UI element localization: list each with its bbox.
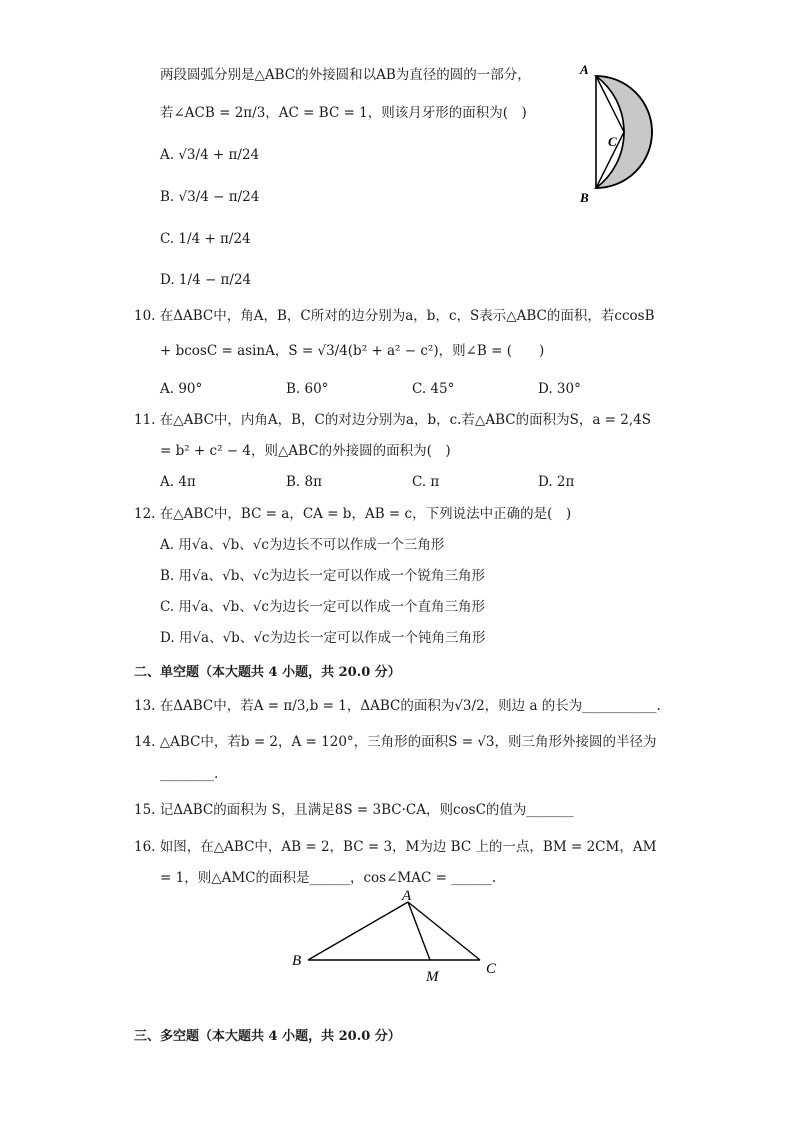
q16-label-a: A: [402, 890, 412, 904]
q9-option-c: C. 1/4 + π/24: [160, 231, 251, 247]
q9-option-a: A. √3/4 + π/24: [160, 147, 260, 163]
q12-line1: 12. 在△ABC中，BC = a，CA = b，AB = c，下列说法中正确的是( ): [134, 506, 572, 522]
q10-option-a: A. 90°: [160, 381, 203, 397]
q12-option-b: B. 用√a、√b、√c为边长一定可以作成一个锐角三角形: [160, 568, 486, 584]
q12-option-d: D. 用√a、√b、√c为边长一定可以作成一个钝角三角形: [160, 630, 486, 646]
q9-label-c: C: [608, 134, 617, 149]
q9-line1: 两段圆弧分别是△ABC的外接圆和以AB为直径的圆的一部分，: [160, 67, 531, 83]
q10-option-c: C. 45°: [412, 381, 455, 397]
q12-option-a: A. 用√a、√b、√c为边长不可以作成一个三角形: [160, 537, 445, 553]
q11-option-b: B. 8π: [286, 474, 322, 490]
section-2-heading: 二、单空题（本大题共 4 小题，共 20.0 分）: [134, 665, 401, 680]
q16-line1: 16. 如图，在△ABC中，AB = 2，BC = 3，M为边 BC 上的一点，BM = 2CM，AM: [134, 839, 657, 855]
q10-line1: 10. 在ΔABC中，角A，B，C所对的边分别为a，b，c，S表示△ABC的面积，若ccosB: [134, 308, 655, 324]
q11-option-d: D. 2π: [538, 474, 575, 490]
q9-option-d: D. 1/4 − π/24: [160, 272, 252, 288]
q12-option-c: C. 用√a、√b、√c为边长一定可以作成一个直角三角形: [160, 599, 485, 615]
q11-line2: = b² + c² − 4，则△ABC的外接圆的面积为( ): [160, 443, 451, 459]
q9-option-b: B. √3/4 − π/24: [160, 189, 260, 205]
q11-line1: 11. 在△ABC中，内角A，B，C的对边分别为a，b，c.若△ABC的面积为S，a = 2,4S: [134, 412, 651, 428]
q11-option-c: C. π: [412, 474, 440, 490]
section-3-heading: 三、多空题（本大题共 4 小题，共 20.0 分）: [134, 1029, 401, 1044]
crescent-figure: [572, 60, 662, 210]
q14-line2: ________.: [160, 766, 219, 782]
q9-label-b: B: [580, 190, 589, 205]
q10-option-d: D. 30°: [538, 381, 581, 397]
triangle-figure: [288, 890, 508, 990]
q10-option-b: B. 60°: [286, 381, 329, 397]
q15-text: 15. 记ΔABC的面积为 S，且满足8S = 3BC·CA，则cosC的值为_______: [134, 802, 574, 818]
q14-line1: 14. △ABC中，若b = 2，A = 120°，三角形的面积S = √3，则三角形外接圆的半径为: [134, 734, 657, 750]
q16-label-m: M: [426, 969, 439, 985]
q11-option-a: A. 4π: [160, 474, 196, 490]
q10-line2: + bcosC = asinA，S = √3/4(b² + a² − c²)，则∠B = ( ): [160, 343, 545, 359]
q16-label-b: B: [292, 953, 302, 969]
q13-text: 13. 在ΔABC中，若A = π/3,b = 1，ΔABC的面积为√3/2，则边 a 的长为___________.: [134, 698, 661, 714]
q9-line2: 若∠ACB = 2π/3，AC = BC = 1，则该月牙形的面积为( ): [160, 105, 527, 121]
q9-label-a: A: [580, 62, 589, 77]
q16-line2: = 1，则△AMC的面积是______，cos∠MAC = ______.: [160, 870, 496, 886]
q16-label-c: C: [486, 961, 497, 977]
